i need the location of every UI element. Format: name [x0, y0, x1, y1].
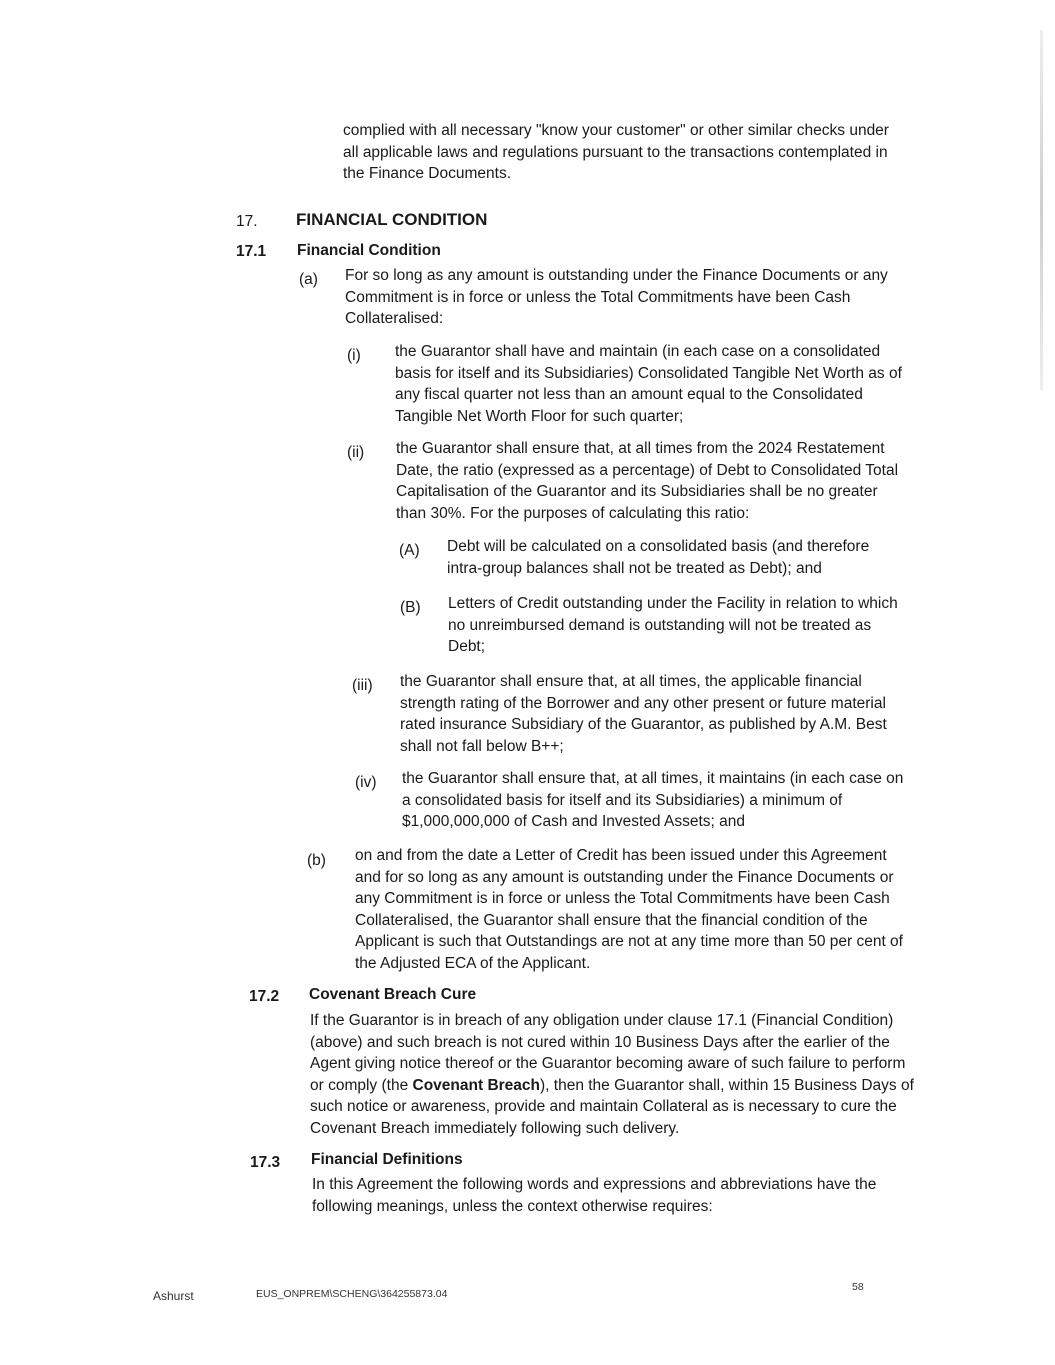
clause-17-3-title: Financial Definitions: [311, 1151, 463, 1168]
item-ii-label: (ii): [347, 444, 365, 461]
intro-paragraph: complied with all necessary "know your customer" or other similar checks under all applicable laws and regulations pursuant to the transactions contemplated in the Finance Documents.: [343, 122, 889, 182]
item-iii-label: (iii): [352, 677, 373, 694]
paragraph-b-label: (b): [307, 852, 326, 869]
clause-17-3-text: In this Agreement the following words and expressions and abbreviations have the following meanings, unless the context otherwise requires:: [312, 1176, 877, 1215]
sub-item-b-label: (B): [400, 599, 421, 616]
footer-doc-ref: EUS_ONPREM\SCHENG\364255873.04: [256, 1288, 448, 1300]
scan-edge-mark: [1040, 30, 1043, 390]
sub-item-b-text: Letters of Credit outstanding under the Facility in relation to which no unreimbursed demand is outstanding will not be treated as Debt;: [448, 595, 898, 655]
item-iv-text: the Guarantor shall ensure that, at all times, it maintains (in each case on a consolidated basis for itself and its Subsidiaries) a minimum of $1,000,000,000 of Cash and Invested Assets; and: [402, 770, 904, 830]
clause-17-2-title: Covenant Breach Cure: [309, 986, 477, 1003]
paragraph-a-label: (a): [299, 271, 318, 288]
footer-firm: Ashurst: [153, 1289, 194, 1303]
sub-item-a-text: Debt will be calculated on a consolidated basis (and therefore intra-group balances shall not be treated as Debt); and: [447, 538, 870, 577]
paragraph-b-text: on and from the date a Letter of Credit has been issued under this Agreement and for so long as any amount is outstanding under the Finance Documents or any Commitment is in force or unless the Total Commitments have been Cash Collateralised, the Guarantor shall ensure that the financial condition of the Applicant is such that Outstandings are not at any time more than 50 per cent of the Adjusted ECA of the Applicant.: [355, 847, 903, 972]
item-i-label: (i): [347, 347, 361, 364]
clause-17-2-number: 17.2: [249, 988, 280, 1005]
item-ii-text: the Guarantor shall ensure that, at all times from the 2024 Restatement Date, the ratio (expressed as a percentage) of Debt to Consolidated Total Capitalisation of the Guarantor and its Subsidiaries shall be no greater than 30%. For the purposes of calculating this ratio:: [396, 440, 899, 522]
covenant-breach-term: Covenant Breach: [412, 1076, 540, 1094]
item-i-text: the Guarantor shall have and maintain (in each case on a consolidated basis for itself and its Subsidiaries) Consolidated Tangible Net Worth as of any fiscal quarter not less than an amount equal to the Consolidated Tangible Net Worth Floor for such quarter;: [395, 343, 902, 425]
footer-page-number: 58: [852, 1281, 864, 1293]
item-iv-label: (iv): [355, 774, 377, 791]
paragraph-a-text: For so long as any amount is outstanding under the Finance Documents or any Commitment is in force or unless the Total Commitments have been Cash Collateralised:: [345, 267, 888, 327]
section-title: FINANCIAL CONDITION: [296, 210, 488, 229]
clause-17-2-text: If the Guarantor is in breach of any obligation under clause 17.1 (Financial Condition) (above) and such breach is not cured within 10 Business Days after the earlier of the Agent giving notice thereof or the Guarantor becoming aware of such failure to perform or comply (the Covenant Breach), then the Guarantor shall, within 15 Business Days of such notice or awareness, provide and maintain Collateral as is necessary to cure the Covenant Breach immediately following such delivery.: [310, 1012, 914, 1137]
clause-17-1-title: Financial Condition: [297, 242, 441, 259]
clause-17-3-number: 17.3: [250, 1154, 281, 1171]
item-iii-text: the Guarantor shall ensure that, at all times, the applicable financial strength rating of the Borrower and any other present or future material rated insurance Subsidiary of the Guarantor, as published by A.M. Best shall not fall below B++;: [400, 673, 887, 755]
clause-17-1-number: 17.1: [236, 243, 267, 260]
sub-item-a-label: (A): [399, 542, 420, 559]
section-number: 17.: [236, 213, 258, 230]
